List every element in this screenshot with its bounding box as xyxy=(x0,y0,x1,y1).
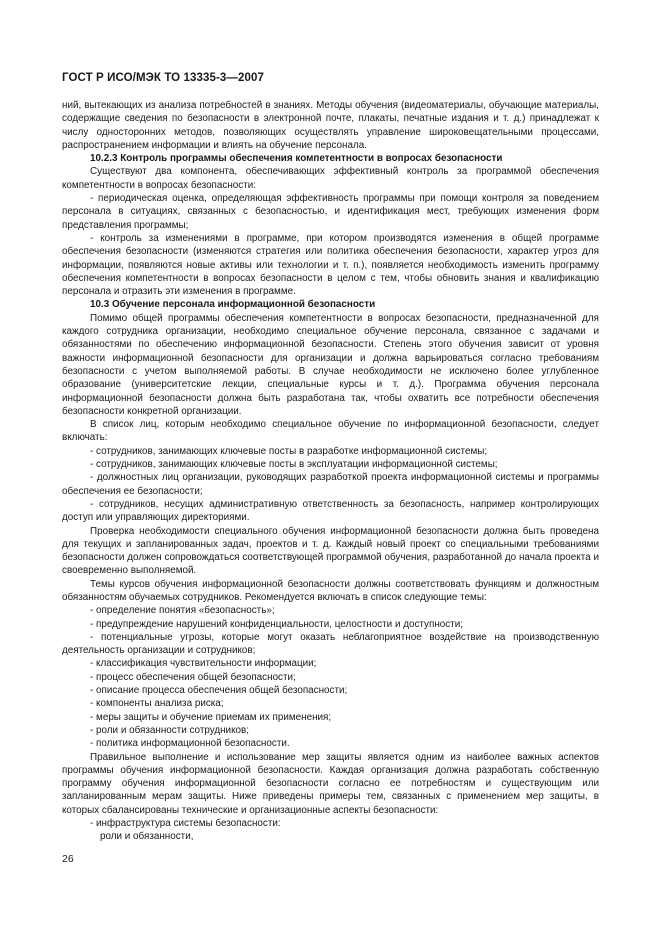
paragraph: - должностных лиц организации, руководящих разработкой проекта информационной системы и программы обеспечения ее безопасности; xyxy=(62,472,599,497)
paragraph: - определение понятия «безопасность»; xyxy=(90,605,275,617)
paragraph: - сотрудников, занимающих ключевые посты в разработке информационной системы; xyxy=(90,445,488,457)
page-number: 26 xyxy=(62,853,74,865)
paragraph: - роли и обязанности сотрудников; xyxy=(90,724,249,736)
paragraph: Существуют два компонента, обеспечивающих эффективный контроль за программой обеспечения компетентности в вопросах безопасности: xyxy=(62,166,599,191)
paragraph: - предупреждение нарушений конфиденциальности, целостности и доступности; xyxy=(90,618,463,630)
paragraph: В список лиц, которым необходимо специальное обучение по информационной безопасности, следует включать: xyxy=(62,419,599,444)
paragraph: - сотрудников, несущих административную ответственность за безопасность, например контролирующих доступ или управляющих директориями. xyxy=(62,498,599,524)
paragraph: - меры защиты и обучение приемам их применения; xyxy=(90,711,332,723)
paragraph: - сотрудников, занимающих ключевые посты в эксплуатации информационной системы; xyxy=(90,459,498,471)
section-heading: 10.2.3 Контроль программы обеспечения компетентности в вопросах безопасности xyxy=(90,153,503,165)
paragraph: Темы курсов обучения информационной безопасности должны соответствовать функциям и должностным обязанностям обучаемых сотрудников. Рекомендуется включать в список следующие темы: xyxy=(62,578,599,603)
document-body xyxy=(62,99,599,844)
paragraph: Правильное выполнение и использование мер защиты является одним из наиболее важных аспектов программы обучения информационной безопасности. Каждая организация должна разработать собственную программу обучения информационной безопасности согласно ее потребностям и существующим или запланированным мерам защиты. Ниже приведены примеры тем, связанных с применением мер защиты, в которых сбалансированы технические и организационные аспекты безопасности: xyxy=(62,751,599,816)
paragraph: - контроль за изменениями в программе, при котором производятся изменения в общей программе обеспечения безопасности (изменяются стратегия или политика обеспечения безопасности, характер угроз для информации, появляются новые активы или технологии и т. п.), появляется необходимость изменить программу обеспечения компетентности в вопросах безопасности в целом с тем, чтобы обновить знания и квалификацию персонала и отразить эти изменения в программе. xyxy=(62,232,599,298)
paragraph: - классификация чувствительности информации; xyxy=(90,658,317,670)
document-header: ГОСТ Р ИСО/МЭК ТО 13335-3—2007 xyxy=(62,72,264,84)
paragraph: - периодическая оценка, определяющая эффективность программы при помощи контроля за поведением персонала в ситуациях, связанных с безопасностью, и идентификация мест, требующих изменения форм представления программы; xyxy=(62,193,599,231)
paragraph: - описание процесса обеспечения общей безопасности; xyxy=(90,685,348,697)
paragraph: - компоненты анализа риска; xyxy=(90,698,224,710)
paragraph: - процесс обеспечения общей безопасности; xyxy=(90,671,296,683)
paragraph: Помимо общей программы обеспечения компетентности в вопросах безопасности, предназначенной для каждого сотрудника организации, необходимо специальное обучение персонала, связанное с задачами и обязанностями по обеспечению информационной безопасности. Степень этого обучения зависит от уровня важности информационной безопасности для организации и должна варьироваться согласно требованиям безопасности с учетом выполняемой работы. В случае необходимости не исключено более углубленное образование (университетские лекции, специальные курсы и т. д.). Программа обучения персонала информационной безопасности должна быть разработана так, чтобы охватить все потребности обеспечения безопасности конкретной организации. xyxy=(62,312,599,417)
paragraph: - потенциальные угрозы, которые могут оказать неблагоприятное воздействие на производственную деятельность организации и сотрудников; xyxy=(62,631,599,657)
paragraph: - инфраструктура системы безопасности: xyxy=(90,818,281,830)
paragraph: ний, вытекающих из анализа потребностей в знаниях. Методы обучения (видеоматериалы, обучающие материалы, содержащие сведения по безопасности в электронной почте, плакаты, печатные издания и т. д.) принадлежат к числу односторонних методов, позволяющих осуществлять управление широковещательными процессами, распространением информации и влиять на обучение персонала. xyxy=(62,100,599,151)
paragraph: - политика информационной безопасности. xyxy=(90,738,290,750)
paragraph: Проверка необходимости специального обучения информационной безопасности должна быть проведена для текущих и запланированных задач, проектов и т. д. Каждый новый проект со специальными требованиями безопасности должен сопровождаться соответствующей программой обучения, разработанной до начала проекта и своевременно выполняемой. xyxy=(62,525,599,577)
section-heading: 10.3 Обучение персонала информационной безопасности xyxy=(90,299,376,311)
paragraph: роли и обязанности, xyxy=(100,831,194,843)
